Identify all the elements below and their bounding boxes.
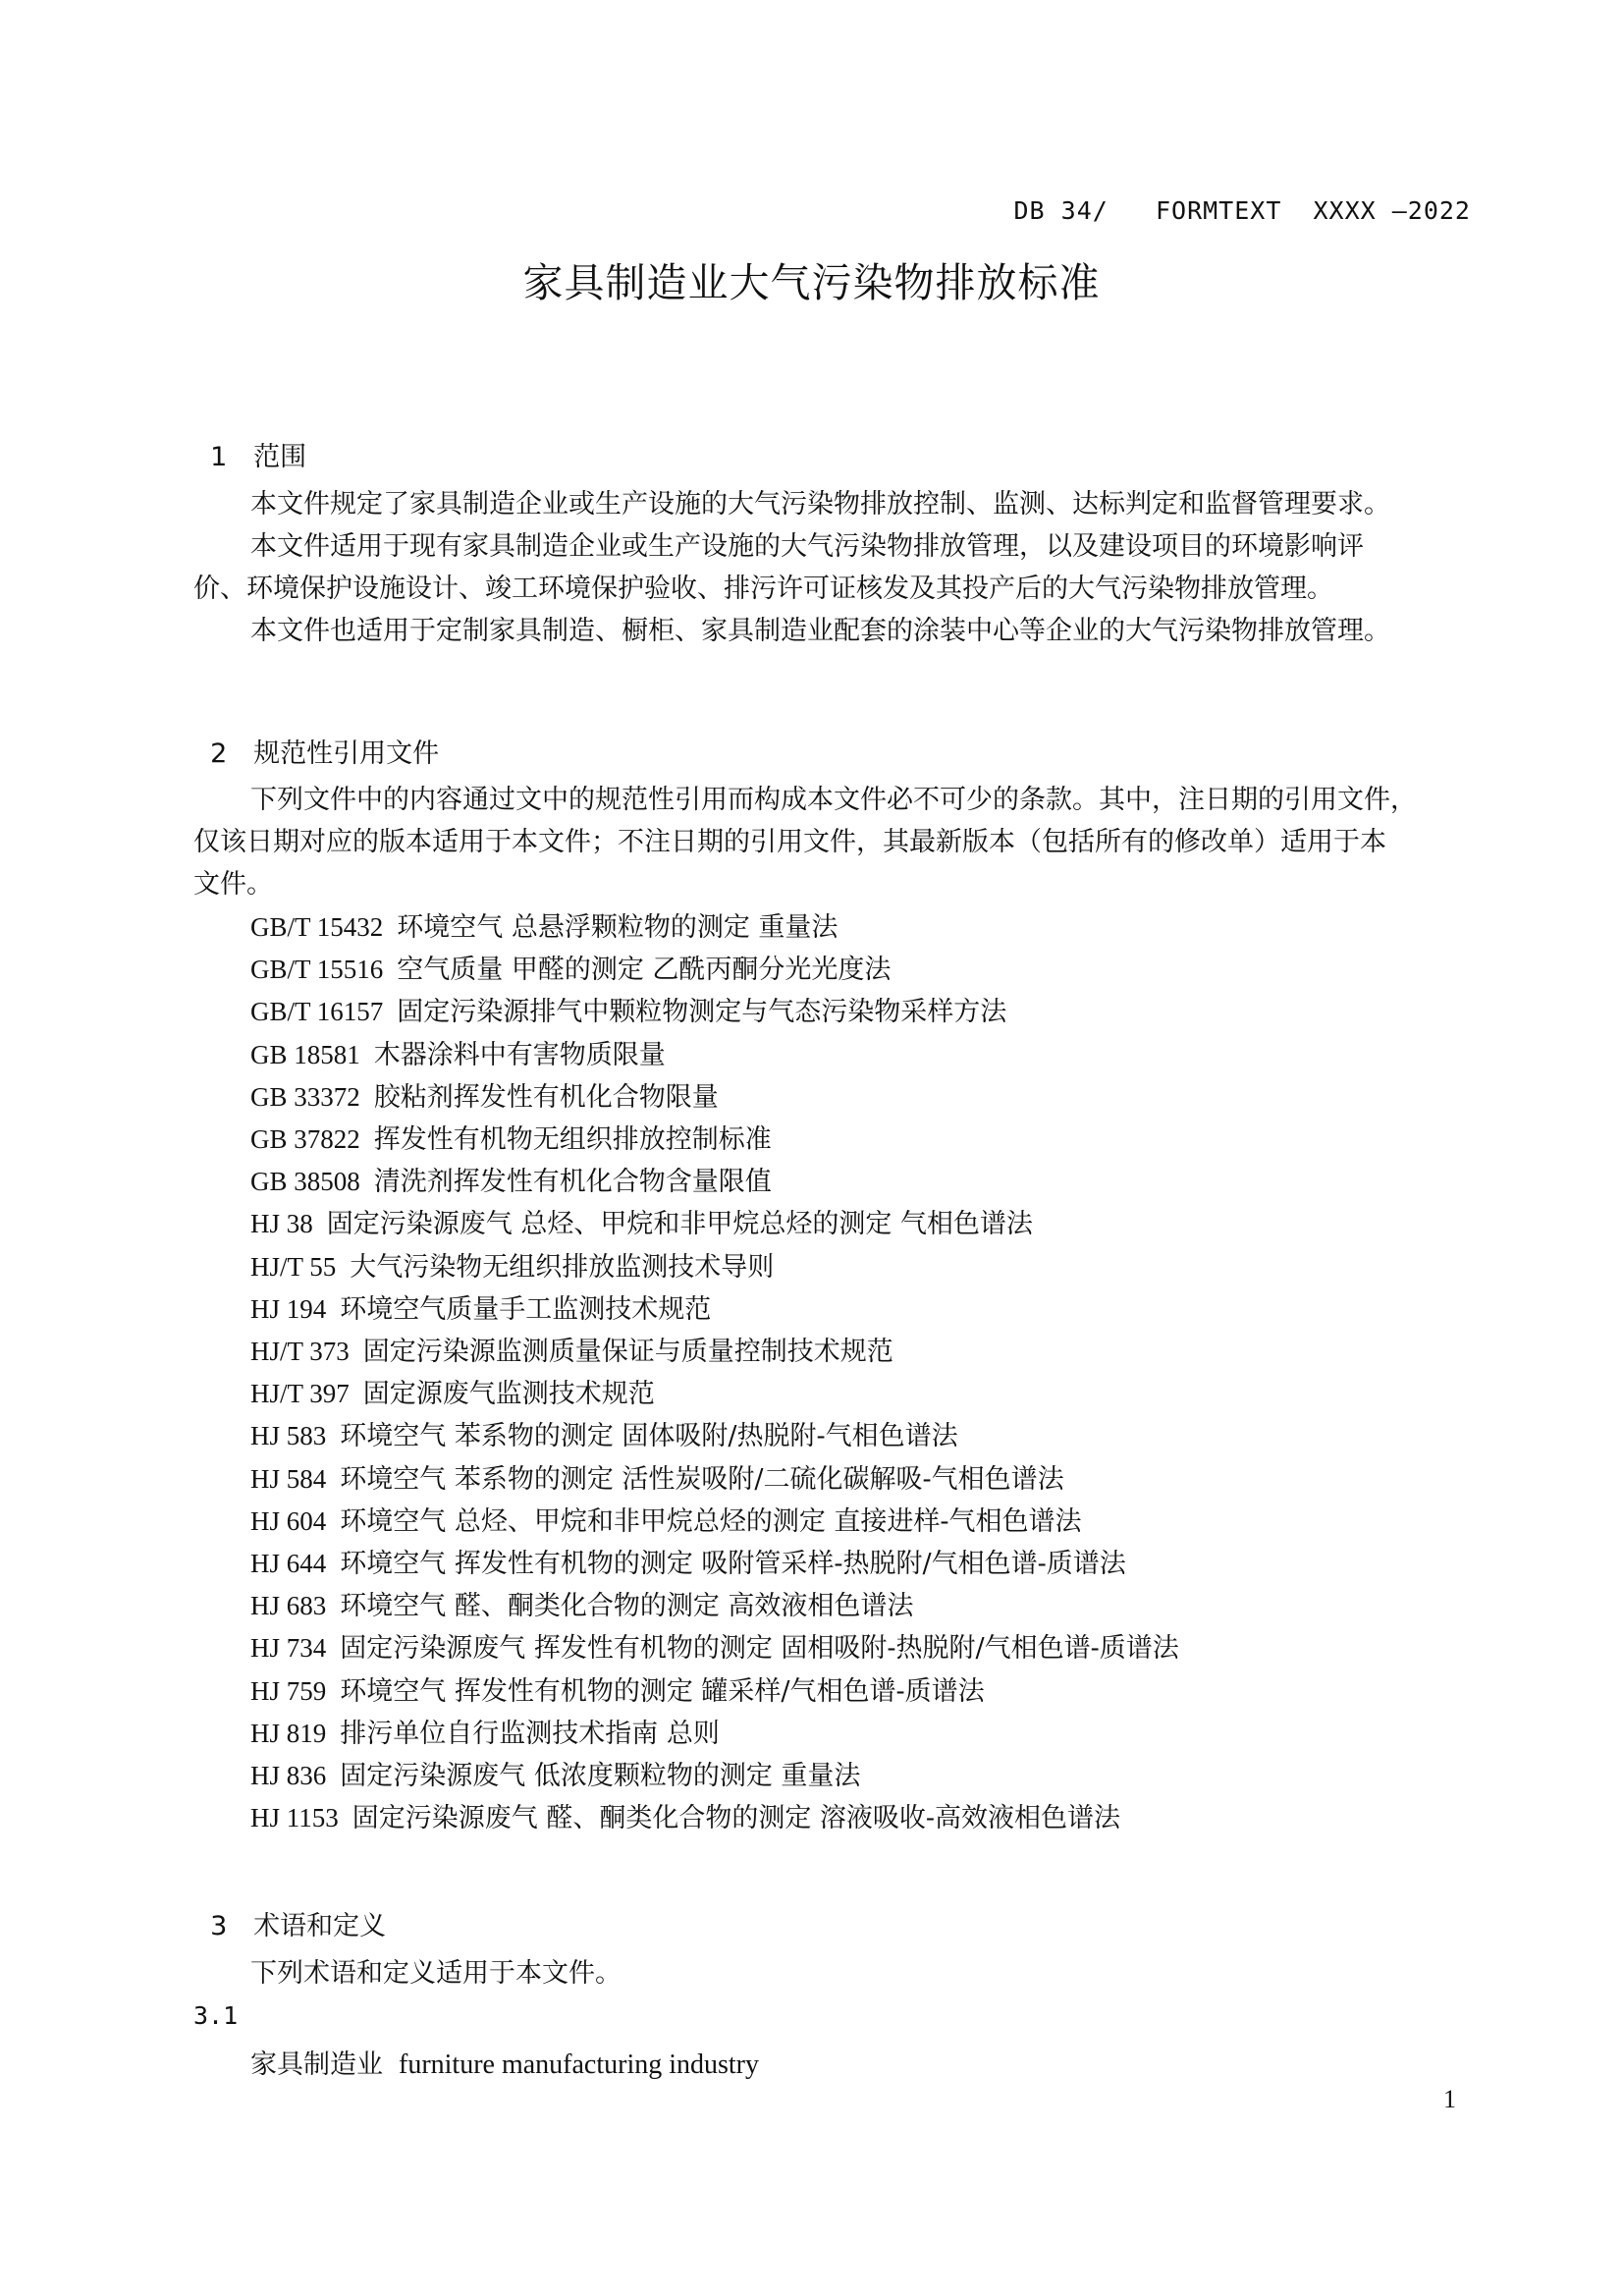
reference-item: [250, 1713, 1179, 1755]
reference-item: [250, 1670, 1179, 1713]
section-3-intro-line: 下列术语和定义适用于本文件。: [250, 1958, 622, 1989]
reference-code: HJ 584: [250, 1463, 327, 1494]
reference-title: 固定污染源废气 总烃、甲烷和非甲烷总烃的测定 气相色谱法: [326, 1209, 1033, 1240]
section-1-body: [193, 483, 1470, 652]
document-title: 家具制造业大气污染物排放标准: [522, 259, 1101, 306]
reference-code: HJ 604: [250, 1505, 327, 1536]
reference-title: 空气质量 甲醛的测定 乙酰丙酮分光光度法: [397, 955, 892, 986]
reference-item: [250, 1034, 1179, 1076]
section-2-intro-line-3: 文件。: [193, 869, 273, 900]
section-2-number: 2: [210, 738, 228, 769]
reference-title: 环境空气质量手工监测技术规范: [340, 1293, 712, 1325]
section-3-intro: [193, 1952, 1470, 1995]
section-1-paragraph-3: 本文件也适用于定制家具制造、橱柜、家具制造业配套的涂装中心等企业的大气污染物排放管理。: [250, 616, 1390, 646]
section-1-paragraph-1: 本文件规定了家具制造企业或生产设施的大气污染物排放控制、监测、达标判定和监督管理要求。: [250, 489, 1390, 519]
section-1-paragraph-2-line-2: 价、环境保护设施设计、竣工环境保护验收、排污许可证核发及其投产后的大气污染物排放管理。: [193, 574, 1333, 604]
section-3-heading: [193, 1874, 386, 1942]
reference-code: HJ 1153: [250, 1803, 339, 1833]
reference-title: 大气污染物无组织排放监测技术导则: [350, 1251, 775, 1283]
section-2-intro: [193, 779, 1470, 905]
reference-code: HJ/T 55: [250, 1251, 337, 1282]
reference-item: [250, 1246, 1179, 1288]
reference-code: GB/T 15432: [250, 912, 384, 942]
reference-title: 固定污染源排气中颗粒物测定与气态污染物采样方法: [397, 997, 1007, 1028]
subsection-number: 3.1: [193, 2001, 239, 2030]
reference-title: 环境空气 总烃、甲烷和非甲烷总烃的测定 直接进样-气相色谱法: [340, 1505, 1082, 1537]
reference-item: [250, 1331, 1179, 1373]
reference-item: [250, 1458, 1179, 1501]
reference-item: [250, 1501, 1179, 1543]
section-3-number: 3: [210, 1911, 228, 1941]
reference-title: 固定源废气监测技术规范: [362, 1379, 655, 1410]
reference-item: [250, 991, 1179, 1033]
reference-code: HJ/T 373: [250, 1337, 350, 1367]
section-1-paragraph-2-line-1: 本文件适用于现有家具制造企业或生产设施的大气污染物排放管理，以及建设项目的环境影响评: [250, 531, 1364, 562]
reference-code: HJ 759: [250, 1675, 327, 1706]
reference-title: 环境空气 挥发性有机物的测定 吸附管采样-热脱附/气相色谱-质谱法: [340, 1549, 1126, 1580]
reference-title: 胶粘剂挥发性有机化合物限量: [373, 1081, 719, 1113]
section-1-title: 范围: [253, 442, 307, 472]
reference-code: GB 18581: [250, 1039, 360, 1069]
reference-item: [250, 1076, 1179, 1119]
section-2-intro-line-2: 仅该日期对应的版本适用于本文件；不注日期的引用文件，其最新版本（包括所有的修改单）适用于本: [193, 827, 1386, 857]
term-chinese: 家具制造业: [250, 2050, 383, 2080]
reference-code: HJ 583: [250, 1421, 327, 1451]
reference-code: HJ 836: [250, 1761, 327, 1791]
reference-title: 环境空气 醛、酮类化合物的测定 高效液相色谱法: [340, 1591, 914, 1622]
reference-code: GB/T 16157: [250, 997, 384, 1027]
reference-title: 固定污染源废气 低浓度颗粒物的测定 重量法: [340, 1761, 861, 1792]
section-2-heading: [193, 701, 439, 770]
reference-title: 清洗剂挥发性有机化合物含量限值: [373, 1167, 772, 1198]
reference-code: HJ 819: [250, 1718, 327, 1748]
reference-title: 环境空气 苯系物的测定 固体吸附/热脱附-气相色谱法: [340, 1421, 958, 1452]
reference-item: [250, 1119, 1179, 1161]
reference-title: 环境空气 苯系物的测定 活性炭吸附/二硫化碳解吸-气相色谱法: [340, 1463, 1064, 1495]
reference-item: [250, 949, 1179, 991]
section-2-intro-line-1: 下列文件中的内容通过文中的规范性引用而构成本文件必不可少的条款。其中，注日期的引用文件，: [250, 785, 1417, 815]
reference-title: 固定污染源废气 挥发性有机物的测定 固相吸附-热脱附/气相色谱-质谱法: [340, 1633, 1179, 1665]
reference-item: [250, 1585, 1179, 1627]
standard-code: DB 34/ FORMTEXT XXXX —2022: [1013, 196, 1471, 225]
reference-code: HJ 38: [250, 1209, 313, 1239]
reference-title: 挥发性有机物无组织排放控制标准: [373, 1124, 772, 1156]
reference-code: HJ 644: [250, 1549, 327, 1579]
reference-code: HJ 683: [250, 1591, 327, 1621]
reference-code: HJ/T 397: [250, 1379, 350, 1409]
reference-code: HJ 194: [250, 1293, 327, 1324]
reference-item: [250, 1627, 1179, 1669]
reference-code: GB 33372: [250, 1081, 360, 1112]
reference-code: GB 37822: [250, 1124, 360, 1155]
reference-item: [250, 1543, 1179, 1585]
reference-code: GB/T 15516: [250, 955, 384, 985]
term-entry: [250, 2043, 759, 2081]
reference-item: [250, 1161, 1179, 1203]
reference-item: [250, 1755, 1179, 1797]
section-1-heading: [193, 405, 306, 473]
normative-references-list: [250, 906, 1179, 1839]
reference-item: [250, 1373, 1179, 1415]
reference-item: [250, 906, 1179, 949]
term-english: furniture manufacturing industry: [399, 2050, 760, 2080]
reference-item: [250, 1203, 1179, 1245]
reference-title: 排污单位自行监测技术指南 总则: [340, 1718, 720, 1749]
reference-item: [250, 1415, 1179, 1457]
reference-title: 固定污染源废气 醛、酮类化合物的测定 溶液吸收-高效液相色谱法: [352, 1803, 1121, 1834]
reference-code: HJ 734: [250, 1633, 327, 1664]
reference-title: 固定污染源监测质量保证与质量控制技术规范: [362, 1337, 893, 1368]
reference-title: 环境空气 总悬浮颗粒物的测定 重量法: [397, 912, 839, 943]
section-3-title: 术语和定义: [253, 1911, 387, 1941]
reference-title: 木器涂料中有害物质限量: [373, 1039, 666, 1070]
reference-code: GB 38508: [250, 1167, 360, 1197]
section-1-number: 1: [210, 442, 228, 472]
reference-item: [250, 1797, 1179, 1839]
page-number: 1: [1443, 2085, 1456, 2113]
reference-item: [250, 1288, 1179, 1331]
reference-title: 环境空气 挥发性有机物的测定 罐采样/气相色谱-质谱法: [340, 1675, 985, 1707]
section-2-title: 规范性引用文件: [253, 738, 440, 769]
